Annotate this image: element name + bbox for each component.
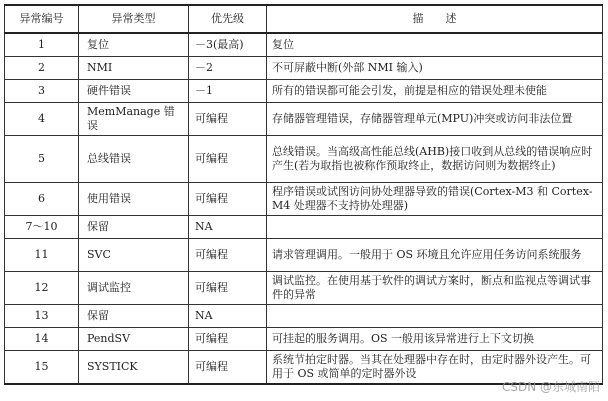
cell-description: 系统节拍定时器。当其在处理器中存在时，由定时器外设产生。可用于 OS 或简单的定时器外设 <box>267 351 603 385</box>
exception-table-container <box>4 4 602 385</box>
table-row <box>5 183 603 216</box>
table-row <box>5 272 603 305</box>
cell-number: 4 <box>5 103 79 136</box>
table-row <box>5 216 603 239</box>
cell-number: 14 <box>5 328 79 351</box>
cell-type: NMI <box>79 57 189 80</box>
cell-priority: 可编程 <box>189 183 267 216</box>
cell-type: 保留 <box>79 216 189 239</box>
table-row <box>5 80 603 103</box>
table-row <box>5 103 603 136</box>
table-row <box>5 57 603 80</box>
cell-description: 调试监控。在使用基于软件的调试方案时，断点和监视点等调试事件的异常 <box>267 272 603 305</box>
cell-type: 硬件错误 <box>79 80 189 103</box>
cell-type: PendSV <box>79 328 189 351</box>
cell-priority: 可编程 <box>189 351 267 385</box>
table-row <box>5 328 603 351</box>
header-description: 描 述 <box>267 5 603 33</box>
watermark: CSDN @东城南陌 <box>501 380 600 394</box>
table-row <box>5 351 603 385</box>
exception-table <box>4 4 603 385</box>
cell-priority: 可编程 <box>189 239 267 272</box>
cell-number: 13 <box>5 305 79 328</box>
cell-number: 1 <box>5 33 79 57</box>
cell-priority: 可编程 <box>189 272 267 305</box>
cell-description: 程序错误或试图访问协处理器导致的错误(Cortex-M3 和 Cortex-M4 处理器不支持协处理器) <box>267 183 603 216</box>
cell-type: 保留 <box>79 305 189 328</box>
table-row <box>5 305 603 328</box>
cell-priority: NA <box>189 305 267 328</box>
cell-description: 存储器管理错误，存储器管理单元(MPU)冲突或访问非法位置 <box>267 103 603 136</box>
table-row <box>5 239 603 272</box>
cell-priority: －2 <box>189 57 267 80</box>
cell-description: 复位 <box>267 33 603 57</box>
cell-description: 所有的错误都可能会引发，前提是相应的错误处理未使能 <box>267 80 603 103</box>
cell-number: 6 <box>5 183 79 216</box>
cell-type: 总线错误 <box>79 136 189 183</box>
cell-number: 7～10 <box>5 216 79 239</box>
cell-priority: 可编程 <box>189 328 267 351</box>
header-exception-number: 异常编号 <box>5 5 79 33</box>
cell-type: 使用错误 <box>79 183 189 216</box>
cell-priority: －3(最高) <box>189 33 267 57</box>
cell-type: 调试监控 <box>79 272 189 305</box>
cell-number: 15 <box>5 351 79 385</box>
table-header-row <box>5 5 603 33</box>
cell-priority: NA <box>189 216 267 239</box>
header-exception-type: 异常类型 <box>79 5 189 33</box>
cell-type: SYSTICK <box>79 351 189 385</box>
header-priority: 优先级 <box>189 5 267 33</box>
cell-number: 5 <box>5 136 79 183</box>
cell-number: 11 <box>5 239 79 272</box>
cell-priority: 可编程 <box>189 103 267 136</box>
cell-description: 不可屏蔽中断(外部 NMI 输入) <box>267 57 603 80</box>
cell-priority: －1 <box>189 80 267 103</box>
cell-description <box>267 216 603 239</box>
cell-type: SVC <box>79 239 189 272</box>
table-row <box>5 33 603 57</box>
cell-description: 可挂起的服务调用。OS 一般用该异常进行上下文切换 <box>267 328 603 351</box>
cell-description: 请求管理调用。一般用于 OS 环境且允许应用任务访问系统服务 <box>267 239 603 272</box>
table-row <box>5 136 603 183</box>
cell-type: MemManage 错误 <box>79 103 189 136</box>
cell-number: 3 <box>5 80 79 103</box>
cell-description: 总线错误。当高级高性能总线(AHB)接口收到从总线的错误响应时产生(若为取指也被称作预取终止，数据访问则为数据终止) <box>267 136 603 183</box>
cell-number: 2 <box>5 57 79 80</box>
cell-type: 复位 <box>79 33 189 57</box>
cell-priority: 可编程 <box>189 136 267 183</box>
cell-number: 12 <box>5 272 79 305</box>
cell-description <box>267 305 603 328</box>
